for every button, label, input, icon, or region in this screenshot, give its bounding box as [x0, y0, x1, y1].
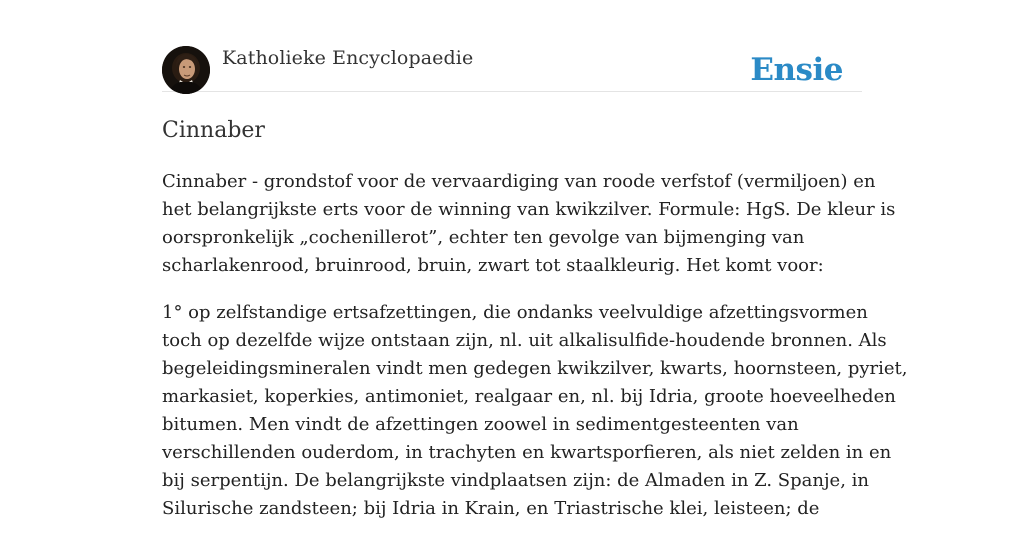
text-line: Cinnaber - grondstof voor de vervaardiging van roode verfstof (vermiljoen) en: [162, 171, 876, 192]
text-line: markasiet, koperkies, antimoniet, realgaar en, nl. bij Idria, groote hoeveelheden: [162, 386, 896, 407]
paragraph: [162, 299, 908, 523]
brand-logo[interactable]: Ensie: [750, 52, 843, 88]
portrait-illustration: [162, 46, 210, 94]
text-line: bij serpentijn. De belangrijkste vindplaatsen zijn: de Almaden in Z. Spanje, in: [162, 470, 870, 491]
source-title[interactable]: Katholieke Encyclopaedie: [222, 47, 474, 69]
text-line: Silurische zandsteen; bij Idria in Krain, en Triastrische klei, leisteen; de: [162, 498, 820, 519]
text-line: verschillenden ouderdom, in trachyten en kwartsporfieren, als niet zelden in en: [162, 442, 892, 463]
site-header: [162, 0, 862, 92]
text-line: het belangrijkste erts voor de winning van kwikzilver. Formule: HgS. De kleur is: [162, 199, 896, 220]
text-line: oorspronkelijk „cochenillerot”, echter ten gevolge van bijmenging van: [162, 227, 805, 248]
paragraph: [162, 168, 896, 280]
text-line: toch op dezelfde wijze ontstaan zijn, nl. uit alkalisulfide-houdende bronnen. Als: [162, 330, 887, 351]
page-container: [162, 0, 908, 519]
text-line: 1° op zelfstandige ertsafzettingen, die ondanks veelvuldige afzettingsvormen: [162, 302, 868, 323]
article-title: Cinnaber: [162, 118, 265, 143]
text-line: begeleidingsmineralen vindt men gedegen kwikzilver, kwarts, hoornsteen, pyriet,: [162, 358, 908, 379]
text-line: bitumen. Men vindt de afzettingen zoowel in sedimentgesteenten van: [162, 414, 799, 435]
portrait-icon[interactable]: [162, 46, 210, 94]
article-body: [162, 168, 908, 542]
text-line: scharlakenrood, bruinrood, bruin, zwart tot staalkleurig. Het komt voor:: [162, 255, 824, 276]
